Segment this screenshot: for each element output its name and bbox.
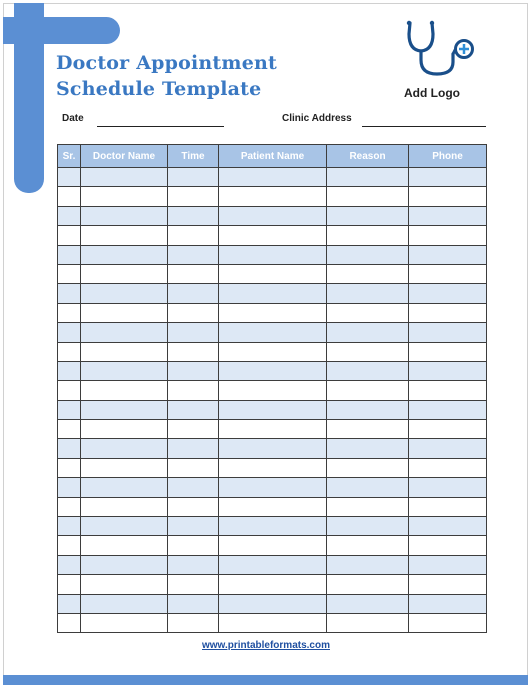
cell-reason[interactable] [327, 303, 409, 322]
cell-doctor-name[interactable] [81, 361, 168, 380]
cell-patient-name[interactable] [219, 420, 327, 439]
cell-reason[interactable] [327, 497, 409, 516]
cell-time[interactable] [168, 361, 219, 380]
cell-patient-name[interactable] [219, 245, 327, 264]
cell-reason[interactable] [327, 361, 409, 380]
table-row [58, 245, 487, 264]
document-title [56, 50, 277, 102]
cell-patient-name[interactable] [219, 517, 327, 536]
cell-time[interactable] [168, 264, 219, 283]
cell-reason[interactable] [327, 264, 409, 283]
cell-time[interactable] [168, 187, 219, 206]
cell-doctor-name[interactable] [81, 245, 168, 264]
cell-patient-name[interactable] [219, 458, 327, 477]
cell-time[interactable] [168, 497, 219, 516]
cell-sr[interactable] [58, 575, 81, 594]
cell-doctor-name[interactable] [81, 536, 168, 555]
cell-reason[interactable] [327, 420, 409, 439]
bottom-accent-bar [3, 675, 528, 685]
cell-time[interactable] [168, 439, 219, 458]
table-row [58, 342, 487, 361]
cell-reason[interactable] [327, 478, 409, 497]
cell-reason[interactable] [327, 517, 409, 536]
clinic-address-label: Clinic Address [282, 113, 352, 124]
cell-patient-name[interactable] [219, 361, 327, 380]
cell-sr[interactable] [58, 458, 81, 477]
cell-phone[interactable] [409, 187, 487, 206]
table-row [58, 613, 487, 632]
cell-time[interactable] [168, 420, 219, 439]
cell-phone[interactable] [409, 575, 487, 594]
cell-doctor-name[interactable] [81, 168, 168, 187]
table-body [58, 168, 487, 633]
cell-sr[interactable] [58, 284, 81, 303]
cell-time[interactable] [168, 226, 219, 245]
column-header-sr: Sr. [58, 145, 81, 168]
cell-time[interactable] [168, 284, 219, 303]
medical-cross-arm-decoration [3, 17, 120, 44]
table-row [58, 400, 487, 419]
cell-patient-name[interactable] [219, 497, 327, 516]
cell-reason[interactable] [327, 206, 409, 225]
cell-time[interactable] [168, 206, 219, 225]
cell-reason[interactable] [327, 536, 409, 555]
cell-reason[interactable] [327, 187, 409, 206]
table-row [58, 478, 487, 497]
cell-phone[interactable] [409, 420, 487, 439]
cell-doctor-name[interactable] [81, 303, 168, 322]
cell-phone[interactable] [409, 400, 487, 419]
cell-doctor-name[interactable] [81, 497, 168, 516]
cell-sr[interactable] [58, 323, 81, 342]
cell-time[interactable] [168, 381, 219, 400]
cell-time[interactable] [168, 245, 219, 264]
table-row [58, 536, 487, 555]
column-header-phone: Phone [409, 145, 487, 168]
cell-patient-name[interactable] [219, 400, 327, 419]
appointment-schedule-table [57, 144, 487, 633]
cell-patient-name[interactable] [219, 264, 327, 283]
cell-doctor-name[interactable] [81, 594, 168, 613]
cell-time[interactable] [168, 555, 219, 574]
table-row [58, 206, 487, 225]
cell-doctor-name[interactable] [81, 439, 168, 458]
cell-patient-name[interactable] [219, 187, 327, 206]
cell-sr[interactable] [58, 517, 81, 536]
cell-sr[interactable] [58, 303, 81, 322]
cell-phone[interactable] [409, 323, 487, 342]
cell-doctor-name[interactable] [81, 517, 168, 536]
cell-phone[interactable] [409, 458, 487, 477]
website-link[interactable]: www.printableformats.com [202, 640, 330, 651]
table-row [58, 517, 487, 536]
cell-phone[interactable] [409, 264, 487, 283]
cell-time[interactable] [168, 613, 219, 632]
cell-doctor-name[interactable] [81, 478, 168, 497]
cell-sr[interactable] [58, 187, 81, 206]
cell-doctor-name[interactable] [81, 613, 168, 632]
cell-time[interactable] [168, 400, 219, 419]
table-row [58, 594, 487, 613]
cell-doctor-name[interactable] [81, 555, 168, 574]
cell-reason[interactable] [327, 594, 409, 613]
cell-sr[interactable] [58, 613, 81, 632]
cell-time[interactable] [168, 478, 219, 497]
cell-phone[interactable] [409, 361, 487, 380]
cell-phone[interactable] [409, 613, 487, 632]
cell-sr[interactable] [58, 206, 81, 225]
cell-phone[interactable] [409, 342, 487, 361]
cell-patient-name[interactable] [219, 303, 327, 322]
cell-reason[interactable] [327, 458, 409, 477]
cell-sr[interactable] [58, 594, 81, 613]
stethoscope-icon [401, 20, 481, 80]
cell-reason[interactable] [327, 575, 409, 594]
cell-sr[interactable] [58, 420, 81, 439]
cell-sr[interactable] [58, 497, 81, 516]
cell-doctor-name[interactable] [81, 420, 168, 439]
cell-doctor-name[interactable] [81, 342, 168, 361]
table-row [58, 226, 487, 245]
cell-phone[interactable] [409, 303, 487, 322]
table-row [58, 361, 487, 380]
cell-phone[interactable] [409, 245, 487, 264]
table-row [58, 284, 487, 303]
column-header-patient-name: Patient Name [219, 145, 327, 168]
cell-reason[interactable] [327, 381, 409, 400]
cell-time[interactable] [168, 536, 219, 555]
clinic-address-field[interactable] [362, 126, 486, 127]
date-field[interactable] [97, 126, 224, 127]
add-logo-label[interactable]: Add Logo [404, 86, 460, 100]
table-row [58, 323, 487, 342]
cell-phone[interactable] [409, 206, 487, 225]
cell-reason[interactable] [327, 245, 409, 264]
cell-doctor-name[interactable] [81, 323, 168, 342]
cell-sr[interactable] [58, 264, 81, 283]
cell-phone[interactable] [409, 478, 487, 497]
cell-patient-name[interactable] [219, 168, 327, 187]
cell-doctor-name[interactable] [81, 575, 168, 594]
cell-time[interactable] [168, 323, 219, 342]
cell-reason[interactable] [327, 613, 409, 632]
cell-sr[interactable] [58, 245, 81, 264]
table-row [58, 439, 487, 458]
cell-sr[interactable] [58, 342, 81, 361]
cell-doctor-name[interactable] [81, 381, 168, 400]
column-header-reason: Reason [327, 145, 409, 168]
cell-phone[interactable] [409, 594, 487, 613]
cell-reason[interactable] [327, 226, 409, 245]
cell-patient-name[interactable] [219, 478, 327, 497]
cell-phone[interactable] [409, 284, 487, 303]
cell-reason[interactable] [327, 342, 409, 361]
cell-patient-name[interactable] [219, 342, 327, 361]
cell-doctor-name[interactable] [81, 284, 168, 303]
table-row [58, 575, 487, 594]
table-row [58, 264, 487, 283]
cell-patient-name[interactable] [219, 439, 327, 458]
cell-time[interactable] [168, 168, 219, 187]
cell-patient-name[interactable] [219, 594, 327, 613]
cell-patient-name[interactable] [219, 575, 327, 594]
cell-phone[interactable] [409, 226, 487, 245]
cell-patient-name[interactable] [219, 536, 327, 555]
cell-reason[interactable] [327, 284, 409, 303]
cell-sr[interactable] [58, 400, 81, 419]
cell-doctor-name[interactable] [81, 264, 168, 283]
title-line-1: Doctor Appointment [56, 52, 277, 74]
table-row [58, 381, 487, 400]
cell-time[interactable] [168, 575, 219, 594]
cell-doctor-name[interactable] [81, 226, 168, 245]
cell-phone[interactable] [409, 439, 487, 458]
cell-phone[interactable] [409, 555, 487, 574]
cell-sr[interactable] [58, 439, 81, 458]
cell-patient-name[interactable] [219, 613, 327, 632]
cell-doctor-name[interactable] [81, 206, 168, 225]
cell-patient-name[interactable] [219, 555, 327, 574]
cell-time[interactable] [168, 342, 219, 361]
cell-doctor-name[interactable] [81, 458, 168, 477]
table-row [58, 497, 487, 516]
cell-reason[interactable] [327, 168, 409, 187]
cell-phone[interactable] [409, 497, 487, 516]
cell-phone[interactable] [409, 168, 487, 187]
cell-reason[interactable] [327, 323, 409, 342]
cell-patient-name[interactable] [219, 226, 327, 245]
cell-reason[interactable] [327, 555, 409, 574]
cell-time[interactable] [168, 303, 219, 322]
cell-sr[interactable] [58, 226, 81, 245]
cell-sr[interactable] [58, 168, 81, 187]
table-row [58, 187, 487, 206]
table-row [58, 168, 487, 187]
cell-sr[interactable] [58, 478, 81, 497]
date-label: Date [62, 113, 84, 124]
cell-phone[interactable] [409, 517, 487, 536]
cell-time[interactable] [168, 458, 219, 477]
cell-patient-name[interactable] [219, 206, 327, 225]
cell-phone[interactable] [409, 381, 487, 400]
cell-doctor-name[interactable] [81, 400, 168, 419]
cell-time[interactable] [168, 594, 219, 613]
cell-sr[interactable] [58, 555, 81, 574]
table-header-row [58, 145, 487, 168]
cell-patient-name[interactable] [219, 284, 327, 303]
table-row [58, 420, 487, 439]
title-line-2: Schedule Template [56, 78, 262, 100]
cell-patient-name[interactable] [219, 381, 327, 400]
column-header-time: Time [168, 145, 219, 168]
cell-sr[interactable] [58, 361, 81, 380]
cell-time[interactable] [168, 517, 219, 536]
table-row [58, 555, 487, 574]
cell-reason[interactable] [327, 439, 409, 458]
cell-doctor-name[interactable] [81, 187, 168, 206]
cell-reason[interactable] [327, 400, 409, 419]
table-row [58, 458, 487, 477]
table-row [58, 303, 487, 322]
column-header-doctor-name: Doctor Name [81, 145, 168, 168]
cell-phone[interactable] [409, 536, 487, 555]
cell-sr[interactable] [58, 536, 81, 555]
cell-patient-name[interactable] [219, 323, 327, 342]
cell-sr[interactable] [58, 381, 81, 400]
